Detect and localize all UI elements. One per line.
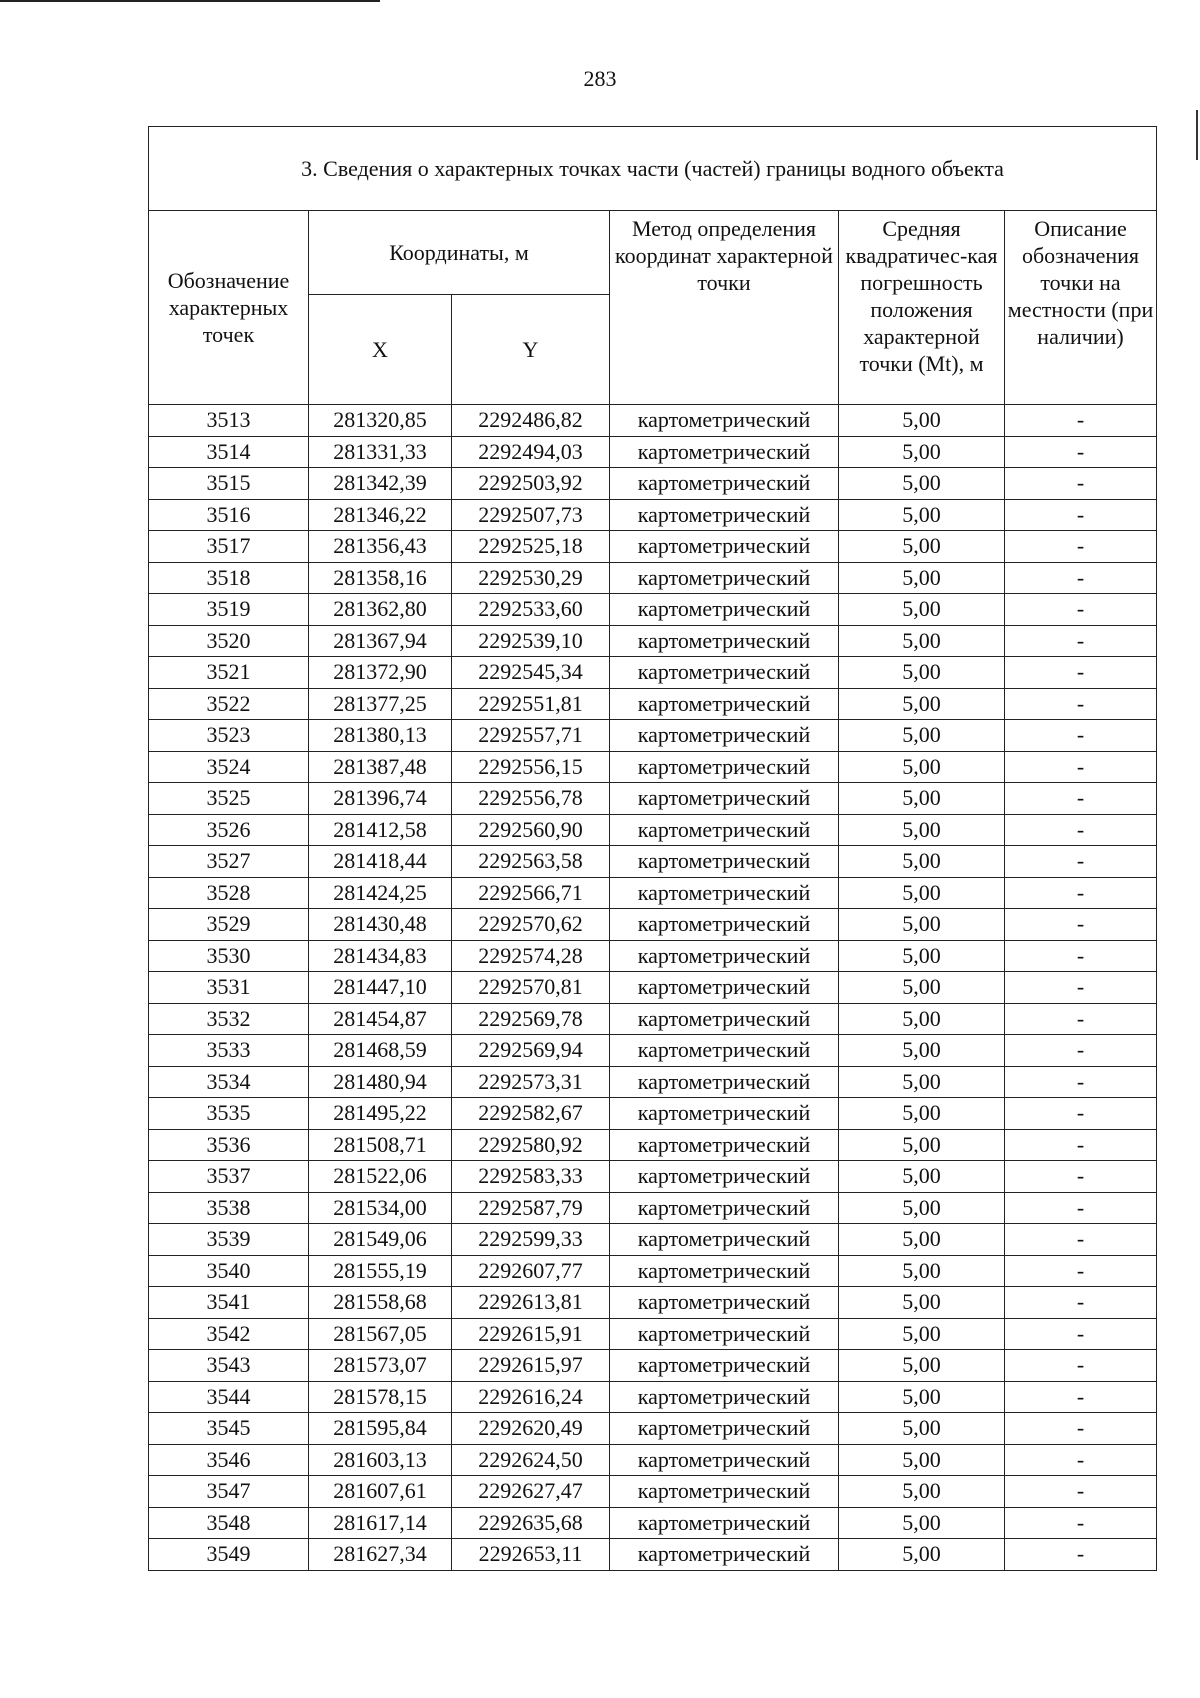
accuracy-cell: 5,00 (839, 1413, 1005, 1445)
accuracy-cell: 5,00 (839, 1539, 1005, 1571)
y-cell: 2292583,33 (452, 1161, 610, 1193)
y-cell: 2292556,15 (452, 751, 610, 783)
method-cell: картометрический (610, 1098, 839, 1130)
x-cell: 281356,43 (309, 531, 452, 563)
accuracy-cell: 5,00 (839, 531, 1005, 563)
table-row (149, 1224, 1157, 1256)
y-cell: 2292573,31 (452, 1066, 610, 1098)
description-cell: - (1005, 625, 1157, 657)
x-cell: 281434,83 (309, 940, 452, 972)
y-cell: 2292557,71 (452, 720, 610, 752)
description-cell: - (1005, 940, 1157, 972)
table-row (149, 499, 1157, 531)
table-title: 3. Сведения о характерных точках части (частей) границы водного объекта (149, 127, 1157, 211)
point-id-cell: 3537 (149, 1161, 309, 1193)
x-cell: 281320,85 (309, 405, 452, 437)
accuracy-cell: 5,00 (839, 688, 1005, 720)
accuracy-cell: 5,00 (839, 972, 1005, 1004)
accuracy-cell: 5,00 (839, 1318, 1005, 1350)
method-cell: картометрический (610, 1129, 839, 1161)
description-cell: - (1005, 531, 1157, 563)
y-cell: 2292569,94 (452, 1035, 610, 1067)
accuracy-cell: 5,00 (839, 1287, 1005, 1319)
description-cell: - (1005, 1003, 1157, 1035)
point-id-cell: 3542 (149, 1318, 309, 1350)
y-cell: 2292624,50 (452, 1444, 610, 1476)
description-cell: - (1005, 909, 1157, 941)
table-row (149, 1287, 1157, 1319)
description-cell: - (1005, 1035, 1157, 1067)
point-id-cell: 3533 (149, 1035, 309, 1067)
point-id-cell: 3516 (149, 499, 309, 531)
accuracy-cell: 5,00 (839, 1444, 1005, 1476)
point-id-cell: 3526 (149, 814, 309, 846)
y-cell: 2292545,34 (452, 657, 610, 689)
accuracy-cell: 5,00 (839, 814, 1005, 846)
y-cell: 2292607,77 (452, 1255, 610, 1287)
point-id-cell: 3546 (149, 1444, 309, 1476)
accuracy-cell: 5,00 (839, 1507, 1005, 1539)
table-row (149, 594, 1157, 626)
description-cell: - (1005, 1413, 1157, 1445)
accuracy-cell: 5,00 (839, 1129, 1005, 1161)
x-cell: 281558,68 (309, 1287, 452, 1319)
y-cell: 2292635,68 (452, 1507, 610, 1539)
method-cell: картометрический (610, 1003, 839, 1035)
method-cell: картометрический (610, 499, 839, 531)
header-y: Y (452, 295, 610, 405)
accuracy-cell: 5,00 (839, 909, 1005, 941)
y-cell: 2292615,97 (452, 1350, 610, 1382)
description-cell: - (1005, 1161, 1157, 1193)
method-cell: картометрический (610, 720, 839, 752)
y-cell: 2292613,81 (452, 1287, 610, 1319)
accuracy-cell: 5,00 (839, 1098, 1005, 1130)
x-cell: 281331,33 (309, 436, 452, 468)
x-cell: 281534,00 (309, 1192, 452, 1224)
point-id-cell: 3544 (149, 1381, 309, 1413)
accuracy-cell: 5,00 (839, 1161, 1005, 1193)
table-row (149, 909, 1157, 941)
y-cell: 2292653,11 (452, 1539, 610, 1571)
description-cell: - (1005, 972, 1157, 1004)
description-cell: - (1005, 751, 1157, 783)
y-cell: 2292525,18 (452, 531, 610, 563)
scan-edge-top (0, 0, 380, 2)
point-id-cell: 3523 (149, 720, 309, 752)
accuracy-cell: 5,00 (839, 1066, 1005, 1098)
y-cell: 2292616,24 (452, 1381, 610, 1413)
header-accuracy: Средняя квадратичес-кая погрешность положения характерной точки (Mt), м (839, 211, 1005, 405)
method-cell: картометрический (610, 405, 839, 437)
method-cell: картометрический (610, 1035, 839, 1067)
x-cell: 281480,94 (309, 1066, 452, 1098)
table-row (149, 1476, 1157, 1508)
description-cell: - (1005, 468, 1157, 500)
accuracy-cell: 5,00 (839, 657, 1005, 689)
accuracy-cell: 5,00 (839, 405, 1005, 437)
point-id-cell: 3535 (149, 1098, 309, 1130)
accuracy-cell: 5,00 (839, 625, 1005, 657)
description-cell: - (1005, 720, 1157, 752)
description-cell: - (1005, 499, 1157, 531)
x-cell: 281396,74 (309, 783, 452, 815)
description-cell: - (1005, 783, 1157, 815)
table-row (149, 751, 1157, 783)
y-cell: 2292574,28 (452, 940, 610, 972)
y-cell: 2292563,58 (452, 846, 610, 878)
accuracy-cell: 5,00 (839, 1003, 1005, 1035)
table-row (149, 814, 1157, 846)
table-row (149, 1413, 1157, 1445)
method-cell: картометрический (610, 436, 839, 468)
table-row (149, 1035, 1157, 1067)
x-cell: 281555,19 (309, 1255, 452, 1287)
point-id-cell: 3536 (149, 1129, 309, 1161)
header-point-designation: Обозначение характерных точек (149, 211, 309, 405)
x-cell: 281430,48 (309, 909, 452, 941)
x-cell: 281508,71 (309, 1129, 452, 1161)
point-id-cell: 3522 (149, 688, 309, 720)
x-cell: 281595,84 (309, 1413, 452, 1445)
x-cell: 281447,10 (309, 972, 452, 1004)
point-id-cell: 3524 (149, 751, 309, 783)
description-cell: - (1005, 814, 1157, 846)
method-cell: картометрический (610, 531, 839, 563)
table-row (149, 877, 1157, 909)
method-cell: картометрический (610, 562, 839, 594)
accuracy-cell: 5,00 (839, 1255, 1005, 1287)
description-cell: - (1005, 1224, 1157, 1256)
point-id-cell: 3530 (149, 940, 309, 972)
table-row (149, 1129, 1157, 1161)
y-cell: 2292551,81 (452, 688, 610, 720)
x-cell: 281342,39 (309, 468, 452, 500)
description-cell: - (1005, 594, 1157, 626)
table-row (149, 1255, 1157, 1287)
description-cell: - (1005, 1066, 1157, 1098)
point-id-cell: 3521 (149, 657, 309, 689)
x-cell: 281377,25 (309, 688, 452, 720)
y-cell: 2292486,82 (452, 405, 610, 437)
table-row (149, 405, 1157, 437)
table-row (149, 720, 1157, 752)
accuracy-cell: 5,00 (839, 468, 1005, 500)
description-cell: - (1005, 846, 1157, 878)
accuracy-cell: 5,00 (839, 877, 1005, 909)
method-cell: картометрический (610, 1476, 839, 1508)
table-row (149, 1098, 1157, 1130)
method-cell: картометрический (610, 1413, 839, 1445)
y-cell: 2292570,62 (452, 909, 610, 941)
x-cell: 281346,22 (309, 499, 452, 531)
x-cell: 281454,87 (309, 1003, 452, 1035)
header-coordinates: Координаты, м (309, 211, 610, 295)
point-id-cell: 3545 (149, 1413, 309, 1445)
description-cell: - (1005, 436, 1157, 468)
description-cell: - (1005, 1350, 1157, 1382)
method-cell: картометрический (610, 1161, 839, 1193)
y-cell: 2292507,73 (452, 499, 610, 531)
boundary-points-table (148, 126, 1157, 1571)
point-id-cell: 3520 (149, 625, 309, 657)
method-cell: картометрический (610, 940, 839, 972)
method-cell: картометрический (610, 657, 839, 689)
point-id-cell: 3534 (149, 1066, 309, 1098)
point-id-cell: 3525 (149, 783, 309, 815)
method-cell: картометрический (610, 1318, 839, 1350)
description-cell: - (1005, 1476, 1157, 1508)
description-cell: - (1005, 405, 1157, 437)
y-cell: 2292615,91 (452, 1318, 610, 1350)
description-cell: - (1005, 1287, 1157, 1319)
point-id-cell: 3515 (149, 468, 309, 500)
header-x: X (309, 295, 452, 405)
y-cell: 2292556,78 (452, 783, 610, 815)
page-number: 283 (583, 66, 617, 91)
method-cell: картометрический (610, 877, 839, 909)
description-cell: - (1005, 1129, 1157, 1161)
x-cell: 281380,13 (309, 720, 452, 752)
y-cell: 2292560,90 (452, 814, 610, 846)
y-cell: 2292539,10 (452, 625, 610, 657)
point-id-cell: 3543 (149, 1350, 309, 1382)
method-cell: картометрический (610, 1539, 839, 1571)
point-id-cell: 3540 (149, 1255, 309, 1287)
table-row (149, 1161, 1157, 1193)
y-cell: 2292533,60 (452, 594, 610, 626)
y-cell: 2292530,29 (452, 562, 610, 594)
x-cell: 281424,25 (309, 877, 452, 909)
method-cell: картометрический (610, 1381, 839, 1413)
point-id-cell: 3519 (149, 594, 309, 626)
method-cell: картометрический (610, 1066, 839, 1098)
x-cell: 281387,48 (309, 751, 452, 783)
description-cell: - (1005, 1507, 1157, 1539)
accuracy-cell: 5,00 (839, 594, 1005, 626)
point-id-cell: 3531 (149, 972, 309, 1004)
method-cell: картометрический (610, 1255, 839, 1287)
table-row (149, 436, 1157, 468)
method-cell: картометрический (610, 1444, 839, 1476)
point-id-cell: 3528 (149, 877, 309, 909)
table-body (149, 405, 1157, 1571)
y-cell: 2292580,92 (452, 1129, 610, 1161)
accuracy-cell: 5,00 (839, 751, 1005, 783)
point-id-cell: 3548 (149, 1507, 309, 1539)
y-cell: 2292566,71 (452, 877, 610, 909)
method-cell: картометрический (610, 972, 839, 1004)
accuracy-cell: 5,00 (839, 1224, 1005, 1256)
method-cell: картометрический (610, 909, 839, 941)
description-cell: - (1005, 1318, 1157, 1350)
x-cell: 281367,94 (309, 625, 452, 657)
point-id-cell: 3547 (149, 1476, 309, 1508)
accuracy-cell: 5,00 (839, 783, 1005, 815)
table-row (149, 625, 1157, 657)
table-row (149, 531, 1157, 563)
x-cell: 281617,14 (309, 1507, 452, 1539)
method-cell: картометрический (610, 1192, 839, 1224)
point-id-cell: 3538 (149, 1192, 309, 1224)
x-cell: 281358,16 (309, 562, 452, 594)
x-cell: 281412,58 (309, 814, 452, 846)
description-cell: - (1005, 657, 1157, 689)
x-cell: 281573,07 (309, 1350, 452, 1382)
table-row (149, 1539, 1157, 1571)
point-id-cell: 3513 (149, 405, 309, 437)
table-row (149, 1192, 1157, 1224)
point-id-cell: 3539 (149, 1224, 309, 1256)
point-id-cell: 3529 (149, 909, 309, 941)
method-cell: картометрический (610, 1224, 839, 1256)
description-cell: - (1005, 1539, 1157, 1571)
x-cell: 281418,44 (309, 846, 452, 878)
x-cell: 281362,80 (309, 594, 452, 626)
y-cell: 2292494,03 (452, 436, 610, 468)
point-id-cell: 3549 (149, 1539, 309, 1571)
method-cell: картометрический (610, 814, 839, 846)
method-cell: картометрический (610, 625, 839, 657)
y-cell: 2292582,67 (452, 1098, 610, 1130)
description-cell: - (1005, 1192, 1157, 1224)
table-row (149, 562, 1157, 594)
y-cell: 2292620,49 (452, 1413, 610, 1445)
header-method: Метод определения координат характерной точки (610, 211, 839, 405)
table-row (149, 688, 1157, 720)
accuracy-cell: 5,00 (839, 1350, 1005, 1382)
method-cell: картометрический (610, 751, 839, 783)
method-cell: картометрический (610, 1287, 839, 1319)
accuracy-cell: 5,00 (839, 1381, 1005, 1413)
point-id-cell: 3541 (149, 1287, 309, 1319)
table-row (149, 846, 1157, 878)
y-cell: 2292570,81 (452, 972, 610, 1004)
y-cell: 2292587,79 (452, 1192, 610, 1224)
point-id-cell: 3514 (149, 436, 309, 468)
x-cell: 281603,13 (309, 1444, 452, 1476)
x-cell: 281372,90 (309, 657, 452, 689)
point-id-cell: 3527 (149, 846, 309, 878)
table-row (149, 1444, 1157, 1476)
table-row (149, 1066, 1157, 1098)
x-cell: 281567,05 (309, 1318, 452, 1350)
method-cell: картометрический (610, 594, 839, 626)
header-description: Описание обозначения точки на местности (при наличии) (1005, 211, 1157, 405)
x-cell: 281549,06 (309, 1224, 452, 1256)
table-row (149, 657, 1157, 689)
method-cell: картометрический (610, 846, 839, 878)
y-cell: 2292569,78 (452, 1003, 610, 1035)
method-cell: картометрический (610, 468, 839, 500)
description-cell: - (1005, 1098, 1157, 1130)
x-cell: 281607,61 (309, 1476, 452, 1508)
y-cell: 2292503,92 (452, 468, 610, 500)
method-cell: картометрический (610, 783, 839, 815)
description-cell: - (1005, 1381, 1157, 1413)
accuracy-cell: 5,00 (839, 1476, 1005, 1508)
y-cell: 2292599,33 (452, 1224, 610, 1256)
accuracy-cell: 5,00 (839, 499, 1005, 531)
accuracy-cell: 5,00 (839, 846, 1005, 878)
accuracy-cell: 5,00 (839, 1192, 1005, 1224)
table-row (149, 783, 1157, 815)
accuracy-cell: 5,00 (839, 720, 1005, 752)
description-cell: - (1005, 1444, 1157, 1476)
method-cell: картометрический (610, 1350, 839, 1382)
x-cell: 281468,59 (309, 1035, 452, 1067)
accuracy-cell: 5,00 (839, 436, 1005, 468)
table-row (149, 1350, 1157, 1382)
point-id-cell: 3518 (149, 562, 309, 594)
method-cell: картометрический (610, 688, 839, 720)
x-cell: 281522,06 (309, 1161, 452, 1193)
point-id-cell: 3517 (149, 531, 309, 563)
description-cell: - (1005, 1255, 1157, 1287)
table-row (149, 468, 1157, 500)
table-row (149, 1318, 1157, 1350)
accuracy-cell: 5,00 (839, 562, 1005, 594)
table-row (149, 1003, 1157, 1035)
table-row (149, 1507, 1157, 1539)
accuracy-cell: 5,00 (839, 1035, 1005, 1067)
description-cell: - (1005, 688, 1157, 720)
description-cell: - (1005, 562, 1157, 594)
point-id-cell: 3532 (149, 1003, 309, 1035)
x-cell: 281578,15 (309, 1381, 452, 1413)
description-cell: - (1005, 877, 1157, 909)
table-row (149, 972, 1157, 1004)
accuracy-cell: 5,00 (839, 940, 1005, 972)
table-row (149, 940, 1157, 972)
table-row (149, 1381, 1157, 1413)
scan-edge-right (1196, 110, 1198, 160)
y-cell: 2292627,47 (452, 1476, 610, 1508)
x-cell: 281627,34 (309, 1539, 452, 1571)
x-cell: 281495,22 (309, 1098, 452, 1130)
method-cell: картометрический (610, 1507, 839, 1539)
